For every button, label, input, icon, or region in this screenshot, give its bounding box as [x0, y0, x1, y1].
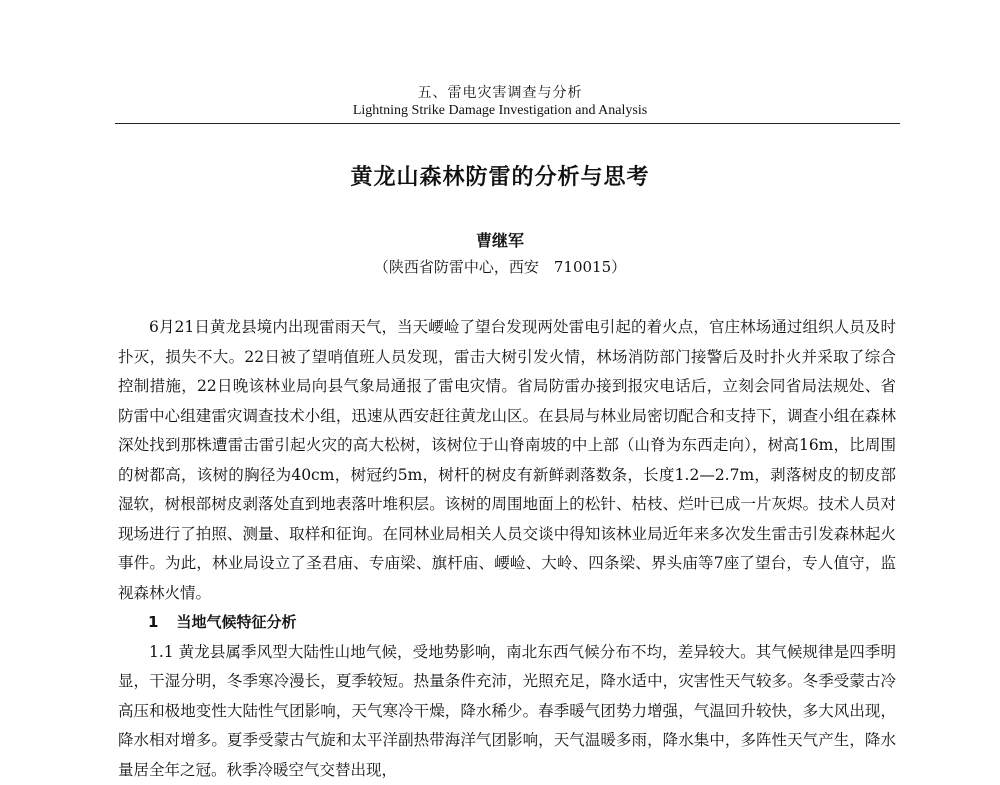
paper-title: 黄龙山森林防雷的分析与思考: [0, 160, 1000, 191]
running-header-chinese: 五、雷电灾害调查与分析: [0, 82, 1000, 102]
body-paragraph-climate: 1.1 黄龙县属季风型大陆性山地气候，受地势影响，南北东西气候分布不均，差异较大。其气候规律是四季明显，干湿分明，冬季寒冷漫长，夏季较短。热量条件充沛，光照充足，降水适中，灾害性天气较多。冬季受蒙古冷高压和极地变性大陆性气团影响，天气寒冷干燥，降水稀少。春季暖气团势力增强，气温回升较快，多大风出现，降水相对增多。夏季受蒙古气旋和太平洋副热带海洋气团影响，天气温暖多雨，降水集中，多阵性天气产生，降水量居全年之冠。秋季冷暖空气交替出现，: [118, 638, 896, 785]
paper-body: [118, 313, 896, 785]
author-affiliation: （陕西省防雷中心，西安 710015）: [0, 256, 1000, 277]
running-header-english: Lightning Strike Damage Investigation and Analysis: [0, 103, 1000, 119]
section-heading-1: [118, 608, 896, 638]
section-number: 1: [148, 613, 158, 631]
body-paragraph-intro: 6月21日黄龙县境内出现雷雨天气，当天崾崄了望台发现两处雷电引起的着火点，官庄林场通过组织人员及时扑灭，损失不大。22日被了望哨值班人员发现，雷击大树引发火情，林场消防部门接警后及时扑火并采取了综合控制措施，22日晚该林业局向县气象局通报了雷电灾情。省局防雷办接到报灾电话后，立刻会同省局法规处、省防雷中心组建雷灾调查技术小组，迅速从西安赶往黄龙山区。在县局与林业局密切配合和支持下，调查小组在森林深处找到那株遭雷击雷引起火灾的高大松树，该树位于山脊南坡的中上部（山脊为东西走向），树高16m，比周围的树都高，该树的胸径为40cm，树冠约5m，树杆的树皮有新鲜剥落数条，长度1.2—2.7m，剥落树皮的韧皮部湿软，树根部树皮剥落处直到地表落叶堆积层。该树的周围地面上的松针、枯枝、烂叶已成一片灰烬。技术人员对现场进行了拍照、测量、取样和征询。在同林业局相关人员交谈中得知该林业局近年来多次发生雷击引发森林起火事件。为此，林业局设立了圣君庙、专庙梁、旗杆庙、崾崄、大岭、四条梁、界头庙等7座了望台，专人值守，监视森林火情。: [118, 313, 896, 608]
author-name: 曹继军: [0, 228, 1000, 251]
section-title: 当地气候特征分析: [176, 613, 296, 631]
header-divider: [115, 123, 900, 124]
